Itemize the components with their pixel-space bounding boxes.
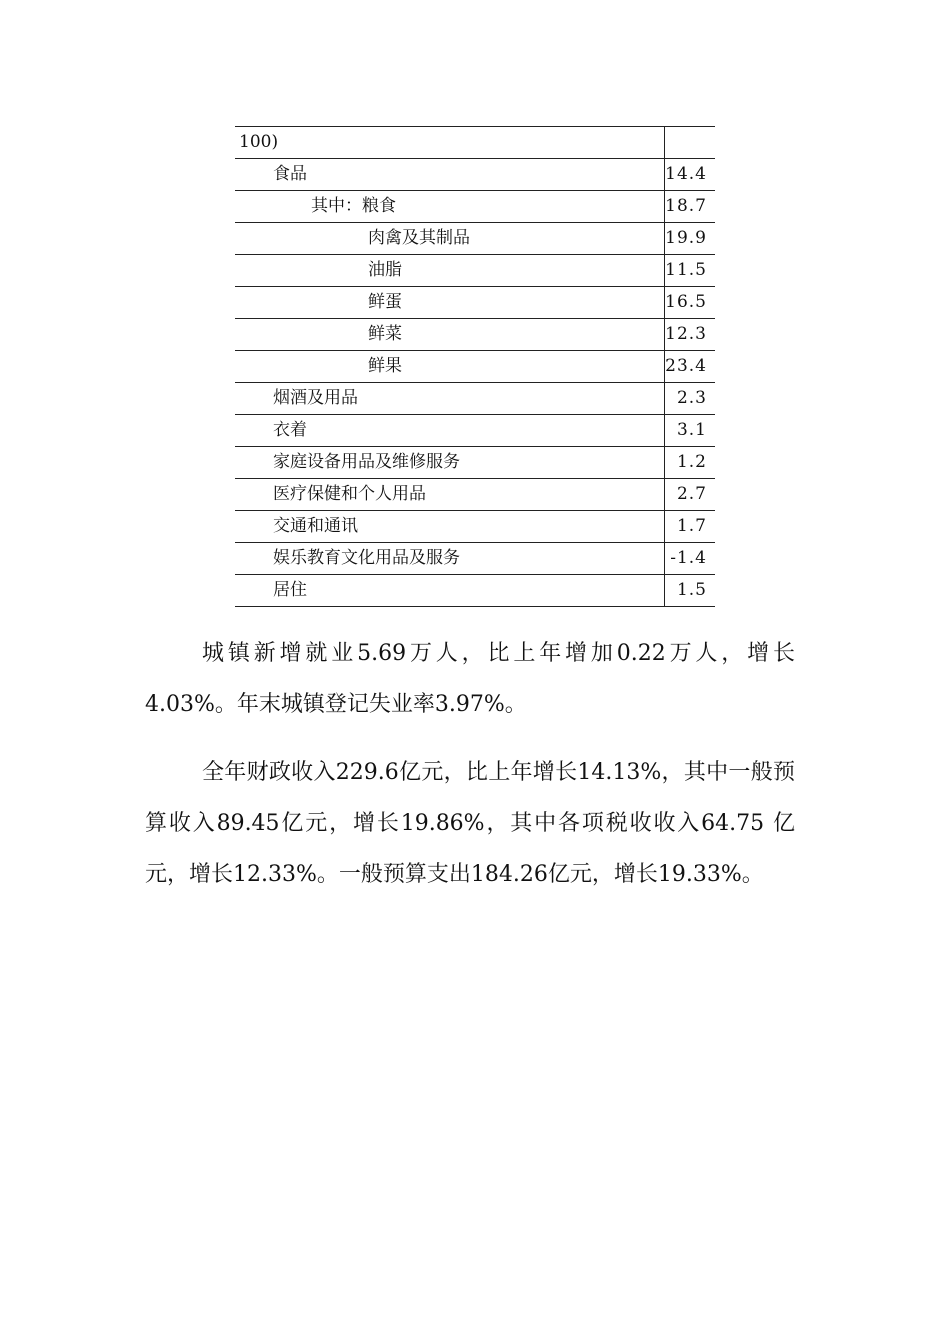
- row-label: 烟酒及用品: [235, 383, 665, 415]
- table-row: [235, 223, 715, 255]
- row-value: 18.7: [665, 191, 715, 223]
- table-row: [235, 447, 715, 479]
- row-value: 1.5: [665, 575, 715, 607]
- table-row: [235, 191, 715, 223]
- table-row: [235, 383, 715, 415]
- employment-paragraph: 城镇新增就业5.69万人，比上年增加0.22万人，增长4.03%。年末城镇登记失业率3.97%。: [145, 641, 795, 717]
- row-label: 衣着: [235, 415, 665, 447]
- row-label: 交通和通讯: [235, 511, 665, 543]
- row-value: 1.2: [665, 447, 715, 479]
- row-value: 19.9: [665, 223, 715, 255]
- row-label: 100): [235, 127, 665, 159]
- table-row: [235, 575, 715, 607]
- price-index-table: [235, 126, 715, 607]
- row-label: 鲜蛋: [235, 287, 665, 319]
- row-label: 居住: [235, 575, 665, 607]
- row-label: 家庭设备用品及维修服务: [235, 447, 665, 479]
- row-label: 鲜果: [235, 351, 665, 383]
- row-value: 2.7: [665, 479, 715, 511]
- row-value: 3.1: [665, 415, 715, 447]
- row-label: 鲜菜: [235, 319, 665, 351]
- row-label: 其中：粮食: [235, 191, 665, 223]
- row-value: [665, 127, 715, 159]
- table-row: [235, 479, 715, 511]
- table-row: [235, 319, 715, 351]
- table-row: [235, 159, 715, 191]
- row-label: 娱乐教育文化用品及服务: [235, 543, 665, 575]
- table-row: [235, 543, 715, 575]
- table-row: [235, 511, 715, 543]
- table-row: [235, 255, 715, 287]
- row-value: 11.5: [665, 255, 715, 287]
- finance-paragraph: 全年财政收入229.6亿元，比上年增长14.13%，其中一般预算收入89.45亿元，增长19.86%，其中各项税收收入64.75 亿元，增长12.33%。一般预算支出184.26亿元，增长19.33%。: [145, 760, 795, 887]
- row-label: 食品: [235, 159, 665, 191]
- row-label: 肉禽及其制品: [235, 223, 665, 255]
- row-label: 医疗保健和个人用品: [235, 479, 665, 511]
- row-value: 12.3: [665, 319, 715, 351]
- row-value: -1.4: [665, 543, 715, 575]
- row-value: 23.4: [665, 351, 715, 383]
- table-row: [235, 127, 715, 159]
- table-row: [235, 351, 715, 383]
- row-label: 油脂: [235, 255, 665, 287]
- table-row: [235, 287, 715, 319]
- table-row: [235, 415, 715, 447]
- price-index-table-body: [235, 127, 715, 607]
- row-value: 2.3: [665, 383, 715, 415]
- row-value: 1.7: [665, 511, 715, 543]
- row-value: 16.5: [665, 287, 715, 319]
- row-value: 14.4: [665, 159, 715, 191]
